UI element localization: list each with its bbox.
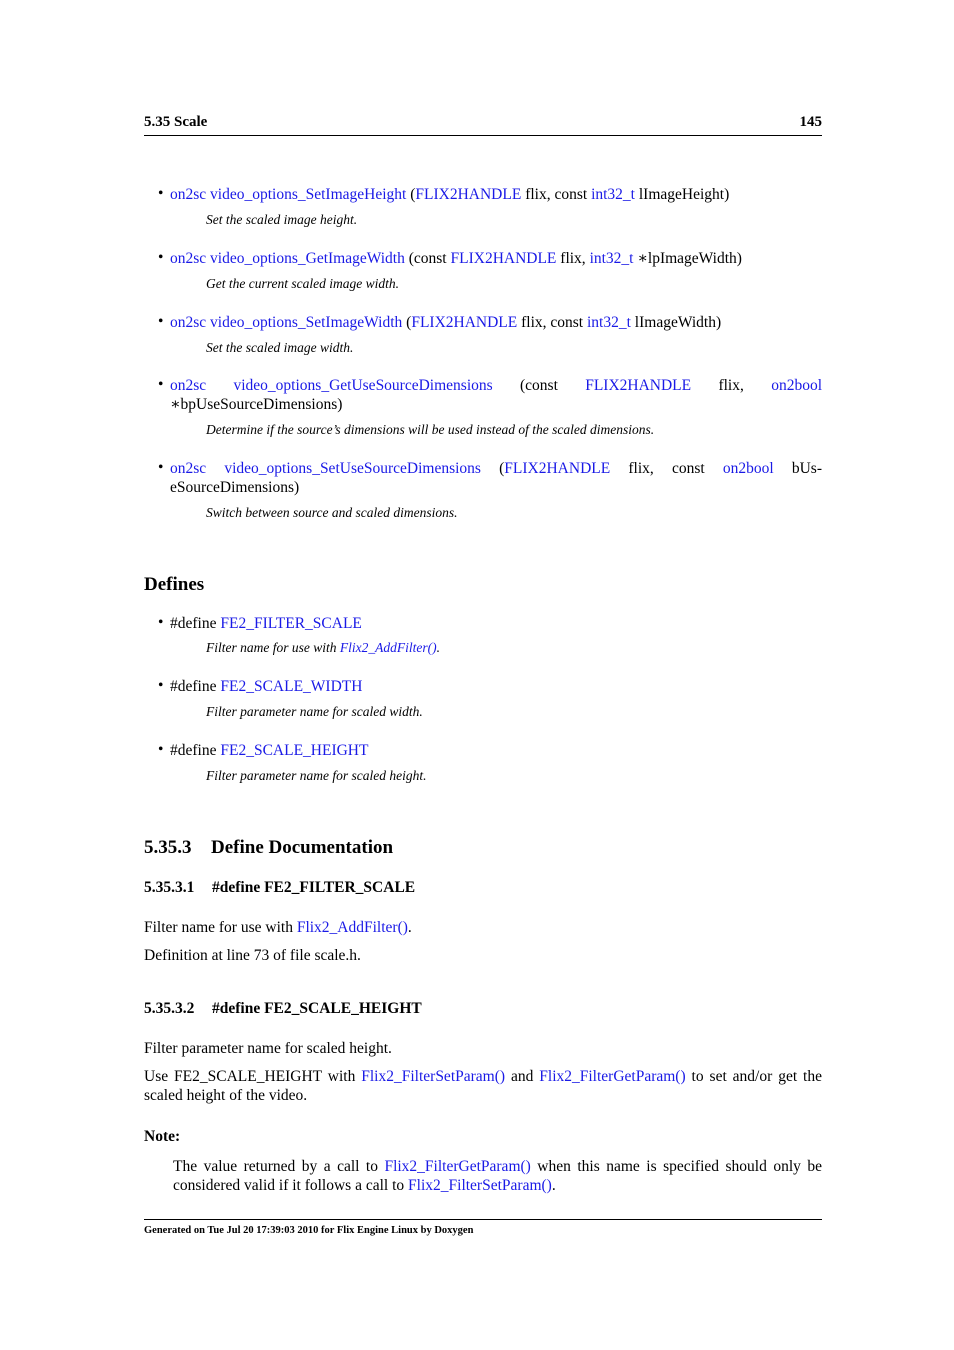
bullet: • bbox=[158, 313, 164, 330]
function-name-link[interactable]: video_options_SetImageHeight bbox=[210, 186, 407, 203]
return-type-link[interactable]: on2sc bbox=[170, 250, 207, 267]
type-link[interactable]: int32_t bbox=[591, 186, 635, 203]
return-type-link[interactable]: on2sc bbox=[170, 460, 207, 477]
function-name-link[interactable]: video_options_SetUseSourceDimensions bbox=[224, 460, 481, 477]
function-signature: on2sc video_options_GetImageWidth (const FLIX2HANDLE flix, int32_t ∗lpImageWidth) bbox=[170, 250, 742, 267]
define-signature: #define FE2_SCALE_WIDTH bbox=[170, 678, 363, 695]
function-name-link[interactable]: video_options_SetImageWidth bbox=[210, 314, 403, 331]
define-signature: #define FE2_SCALE_HEIGHT bbox=[170, 742, 369, 759]
function-item bbox=[158, 249, 822, 291]
function-description: Get the current scaled image width. bbox=[206, 276, 399, 291]
flix2-addfilter-link[interactable]: Flix2_AddFilter() bbox=[339, 640, 437, 655]
type-link[interactable]: int32_t bbox=[587, 314, 631, 331]
return-type-link[interactable]: on2sc bbox=[170, 377, 207, 394]
define-item bbox=[158, 741, 822, 783]
function-item bbox=[158, 313, 822, 355]
type-link[interactable]: int32_t bbox=[589, 250, 634, 267]
define-name-link[interactable]: FE2_FILTER_SCALE bbox=[220, 615, 362, 632]
bullet: • bbox=[158, 614, 164, 631]
header-section-title: 5.35 Scale bbox=[144, 114, 208, 130]
function-name-link[interactable]: video_options_GetImageWidth bbox=[210, 250, 405, 267]
function-description: Set the scaled image width. bbox=[206, 340, 354, 355]
function-item bbox=[158, 376, 822, 437]
function-name-link[interactable]: video_options_GetUseSourceDimensions bbox=[233, 377, 493, 394]
function-description: Determine if the source’s dimensions will be used instead of the scaled dimensions. bbox=[206, 422, 655, 437]
function-item bbox=[158, 185, 822, 227]
function-item bbox=[158, 459, 823, 520]
bullet: • bbox=[158, 185, 164, 202]
function-signature: on2sc video_options_GetUseSourceDimensions (const FLIX2HANDLE flix, on2bool ∗bpUseSourceDimensions) bbox=[170, 377, 822, 413]
flix2-filtersetparam-link[interactable]: Flix2_FilterSetParam() bbox=[361, 1068, 506, 1085]
bullet: • bbox=[158, 376, 164, 393]
define-description: Filter parameter name for scaled height. bbox=[206, 768, 427, 783]
type-link[interactable]: on2bool bbox=[771, 377, 822, 394]
define-description: Filter name for use with Flix2_AddFilter(). bbox=[206, 640, 440, 655]
return-type-link[interactable]: on2sc bbox=[170, 314, 207, 331]
function-signature: on2sc video_options_SetImageWidth (FLIX2HANDLE flix, const int32_t lImageWidth) bbox=[170, 314, 722, 331]
function-description: Switch between source and scaled dimensions. bbox=[206, 505, 458, 520]
bullet: • bbox=[158, 459, 164, 476]
note-heading: Note: bbox=[144, 1128, 181, 1145]
paragraph: Filter name for use with Flix2_AddFilter(). bbox=[144, 919, 412, 936]
define-description: Filter parameter name for scaled width. bbox=[206, 704, 423, 719]
function-signature: on2sc video_options_SetImageHeight (FLIX2HANDLE flix, const int32_t lImageHeight) bbox=[170, 186, 730, 203]
type-link[interactable]: FLIX2HANDLE bbox=[415, 186, 522, 203]
type-link[interactable]: FLIX2HANDLE bbox=[411, 314, 518, 331]
paragraph: Use FE2_SCALE_HEIGHT with Flix2_FilterSetParam() and Flix2_FilterGetParam() to set and/or get the scaled height of the video. bbox=[144, 1068, 822, 1104]
type-link[interactable]: FLIX2HANDLE bbox=[504, 460, 611, 477]
section-heading: 5.35.3 Define Documentation bbox=[144, 837, 394, 858]
type-link[interactable]: FLIX2HANDLE bbox=[450, 250, 557, 267]
return-type-link[interactable]: on2sc bbox=[170, 186, 207, 203]
subsection-heading: 5.35.3.1 #define FE2_FILTER_SCALE bbox=[144, 879, 416, 896]
define-item bbox=[158, 677, 822, 719]
paragraph: Filter parameter name for scaled height. bbox=[144, 1040, 392, 1057]
defines-heading: Defines bbox=[144, 574, 205, 595]
define-item bbox=[158, 614, 822, 655]
flix2-addfilter-link[interactable]: Flix2_AddFilter() bbox=[296, 919, 408, 936]
flix2-filtergetparam-link[interactable]: Flix2_FilterGetParam() bbox=[384, 1158, 531, 1175]
flix2-filtersetparam-link[interactable]: Flix2_FilterSetParam() bbox=[408, 1177, 552, 1194]
function-signature: on2sc video_options_SetUseSourceDimensions (FLIX2HANDLE flix, const on2bool bUs- eSourceDimensions) bbox=[170, 460, 823, 496]
define-name-link[interactable]: FE2_SCALE_HEIGHT bbox=[220, 742, 369, 759]
paragraph: Definition at line 73 of file scale.h. bbox=[144, 947, 361, 964]
define-name-link[interactable]: FE2_SCALE_WIDTH bbox=[220, 678, 363, 695]
page-header bbox=[144, 114, 822, 136]
note-body: The value returned by a call to Flix2_FilterGetParam() when this name is specified should only be considered valid if it follows a call to Flix2_FilterSetParam(). bbox=[173, 1158, 822, 1194]
bullet: • bbox=[158, 677, 164, 694]
type-link[interactable]: on2bool bbox=[722, 460, 774, 477]
page-footer: Generated on Tue Jul 20 17:39:03 2010 for Flix Engine Linux by Doxygen bbox=[144, 1219, 822, 1236]
bullet: • bbox=[158, 249, 164, 266]
subsection-heading: 5.35.3.2 #define FE2_SCALE_HEIGHT bbox=[144, 1000, 422, 1017]
header-page-number: 145 bbox=[799, 114, 822, 130]
define-signature: #define FE2_FILTER_SCALE bbox=[170, 615, 362, 632]
flix2-filtergetparam-link[interactable]: Flix2_FilterGetParam() bbox=[539, 1068, 686, 1085]
function-description: Set the scaled image height. bbox=[206, 212, 358, 227]
bullet: • bbox=[158, 741, 164, 758]
type-link[interactable]: FLIX2HANDLE bbox=[585, 377, 692, 394]
